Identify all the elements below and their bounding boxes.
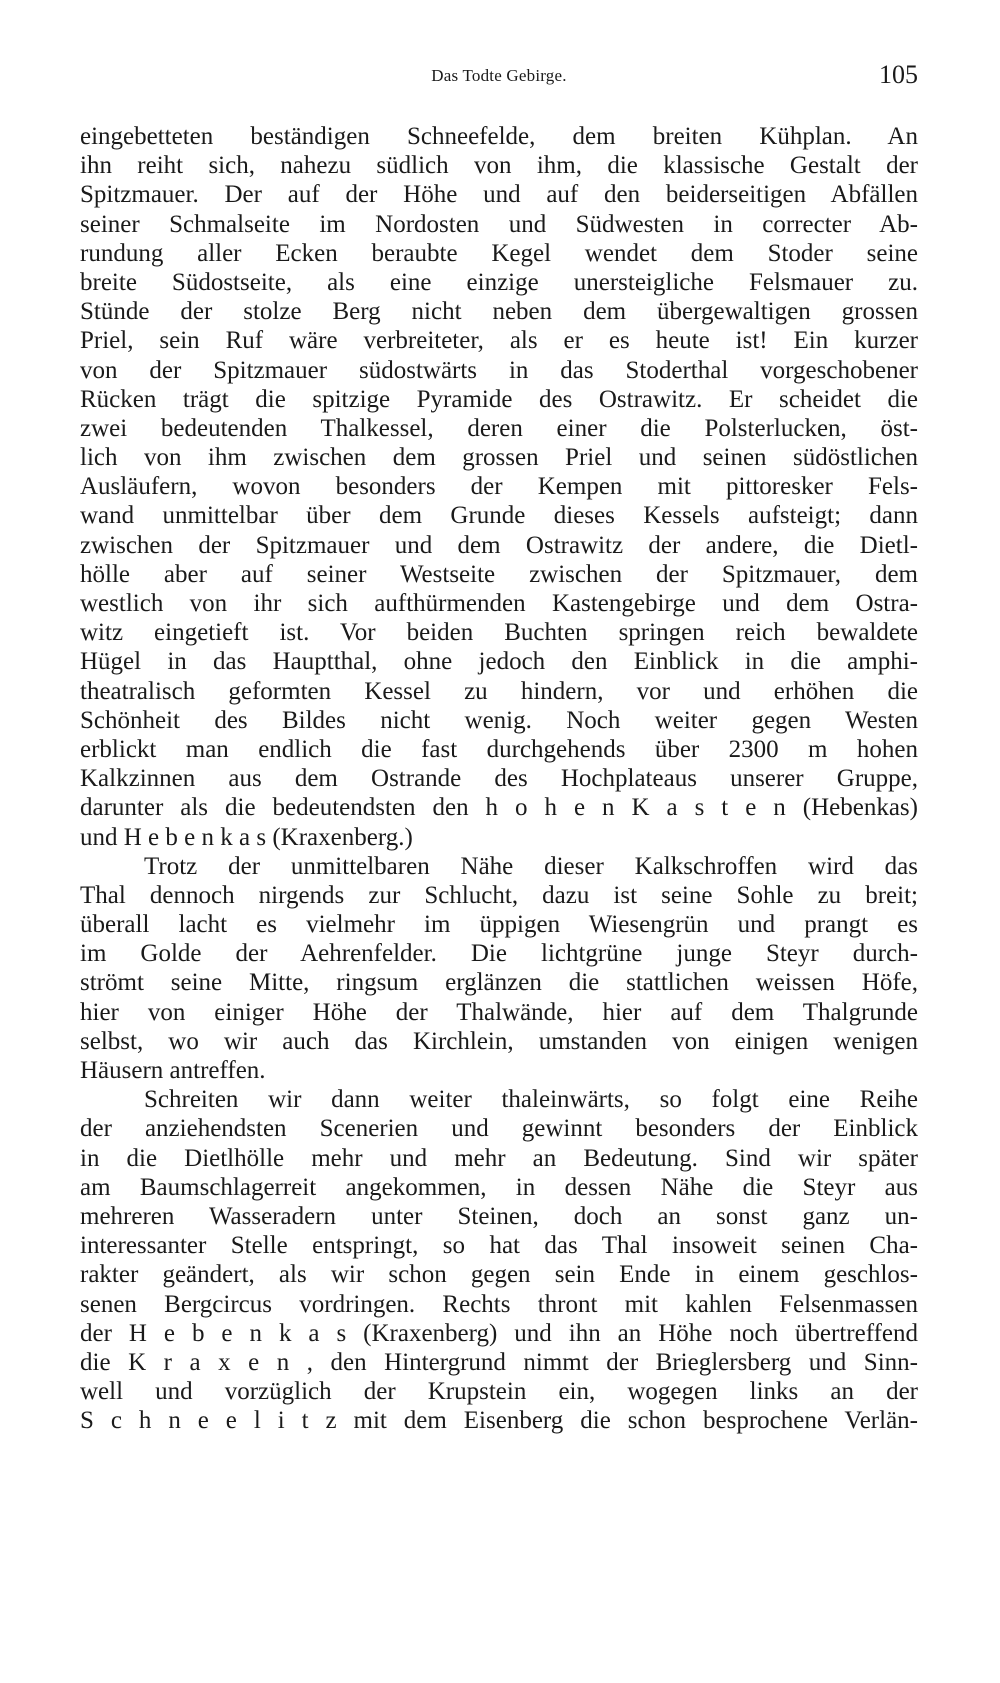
text-line: rundung aller Ecken beraubte Kegel wendet dem Stoder seine bbox=[80, 239, 918, 267]
text-line: wand unmittelbar über dem Grunde dieses Kessels aufsteigt; dann bbox=[80, 502, 918, 530]
text-line: strömt seine Mitte, ringsum erglänzen die stattlichen weissen Höfe, bbox=[80, 969, 918, 997]
text-line: seiner Schmalseite im Nordosten und Südwesten in correcter Ab- bbox=[80, 210, 918, 238]
text-line: Stünde der stolze Berg nicht neben dem übergewaltigen grossen bbox=[80, 298, 918, 326]
text-line: Kalkzinnen aus dem Ostrande des Hochplateaus unserer Gruppe, bbox=[80, 765, 918, 793]
text-line: theatralisch geformten Kessel zu hindern, vor und erhöhen die bbox=[80, 677, 918, 705]
text-line: S c h n e e l i t z mit dem Eisenberg die schon besprochene Verlän- bbox=[80, 1407, 918, 1435]
text-line: breite Südostseite, als eine einzige unersteigliche Felsmauer zu. bbox=[80, 268, 918, 296]
text-line: Ausläufern, wovon besonders der Kempen mit pittoresker Fels- bbox=[80, 473, 918, 501]
text-line: Häusern antreffen. bbox=[80, 1057, 266, 1084]
text-line: interessanter Stelle entspringt, so hat das Thal insoweit seinen Cha- bbox=[80, 1232, 918, 1260]
text-line: der anziehendsten Scenerien und gewinnt besonders der Einblick bbox=[80, 1115, 918, 1143]
text-line: zwischen der Spitzmauer und dem Ostrawitz der andere, die Dietl- bbox=[80, 531, 918, 559]
text-line: am Baumschlagerreit angekommen, in dessen Nähe die Steyr aus bbox=[80, 1173, 918, 1201]
page-number: 105 bbox=[879, 60, 918, 89]
text-line: Hügel in das Hauptthal, ohne jedoch den Einblick in die amphi- bbox=[80, 648, 918, 676]
text-line: der H e b e n k a s (Kraxenberg) und ihn an Höhe noch übertreffend bbox=[80, 1319, 918, 1347]
text-line: hölle aber auf seiner Westseite zwischen der Spitzmauer, dem bbox=[80, 560, 918, 588]
text-line: von der Spitzmauer südostwärts in das Stoderthal vorgeschobener bbox=[80, 356, 918, 384]
text-line: und H e b e n k a s (Kraxenberg.) bbox=[80, 823, 413, 851]
running-title: Das Todte Gebirge. bbox=[431, 66, 567, 85]
text-line: Spitzmauer. Der auf der Höhe und auf den beiderseitigen Abfällen bbox=[80, 181, 918, 209]
text-line: darunter als die bedeutendsten den h o h e n K a s t e n (Hebenkas) bbox=[80, 794, 918, 822]
text-line: eingebetteten beständigen Schneefelde, dem breiten Kühplan. An bbox=[80, 123, 918, 150]
text-line: überall lacht es vielmehr im üppigen Wiesengrün und prangt es bbox=[80, 911, 918, 939]
text-line: senen Bergcircus vordringen. Rechts thront mit kahlen Felsenmassen bbox=[80, 1290, 918, 1318]
text-line: zwei bedeutenden Thalkessel, deren einer die Polsterlucken, öst- bbox=[80, 414, 918, 442]
text-line: erblickt man endlich die fast durchgehends über 2300 m hohen bbox=[80, 735, 918, 763]
text-line: Priel, sein Ruf wäre verbreiteter, als er es heute ist! Ein kurzer bbox=[80, 327, 918, 355]
text-line: hier von einiger Höhe der Thalwände, hier auf dem Thalgrunde bbox=[80, 998, 918, 1026]
text-line: rakter geändert, als wir schon gegen sein Ende in einem geschlos- bbox=[80, 1261, 918, 1289]
text-line: selbst, wo wir auch das Kirchlein, umstanden von einigen wenigen bbox=[80, 1027, 918, 1055]
text-line: witz eingetieft ist. Vor beiden Buchten springen reich bewaldete bbox=[80, 619, 918, 647]
text-line: mehreren Wasseradern unter Steinen, doch an sonst ganz un- bbox=[80, 1202, 918, 1230]
text-line: in die Dietlhölle mehr und mehr an Bedeutung. Sind wir später bbox=[80, 1144, 918, 1172]
text-line: westlich von ihr sich aufthürmenden Kastengebirge und dem Ostra- bbox=[80, 590, 918, 617]
text-line: well und vorzüglich der Krupstein ein, wogegen links an der bbox=[80, 1378, 918, 1406]
text-line: Rücken trägt die spitzige Pyramide des Ostrawitz. Er scheidet die bbox=[80, 385, 918, 413]
text-line: Thal dennoch nirgends zur Schlucht, dazu ist seine Sohle zu breit; bbox=[80, 881, 918, 909]
text-line: ihn reiht sich, nahezu südlich von ihm, die klassische Gestalt der bbox=[80, 152, 918, 180]
text-line: Schreiten wir dann weiter thaleinwärts, so folgt eine Reihe bbox=[144, 1086, 918, 1114]
text-line: im Golde der Aehrenfelder. Die lichtgrüne junge Steyr durch- bbox=[80, 940, 918, 968]
running-head bbox=[80, 60, 918, 100]
text-line: die K r a x e n , den Hintergrund nimmt der Brieglersberg und Sinn- bbox=[80, 1348, 918, 1376]
text-line: lich von ihm zwischen dem grossen Priel und seinen südöstlichen bbox=[80, 444, 918, 472]
body-text bbox=[80, 122, 918, 1435]
text-line: Schönheit des Bildes nicht wenig. Noch weiter gegen Westen bbox=[80, 706, 918, 734]
text-line: Trotz der unmittelbaren Nähe dieser Kalkschroffen wird das bbox=[144, 852, 918, 880]
